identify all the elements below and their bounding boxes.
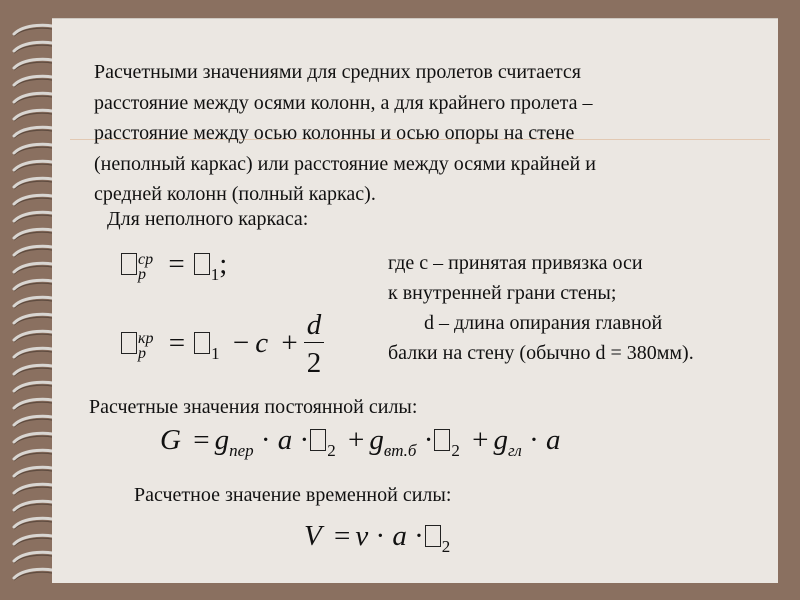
- paragraph-line: средней колонн (полный каркас).: [94, 183, 376, 206]
- dot-operator: ·: [529, 424, 539, 456]
- description-line: к внутренней грани стены;: [388, 282, 617, 304]
- variable-G: G: [160, 424, 181, 456]
- description-line: d – длина опирания главной: [424, 312, 663, 334]
- variable-c: c: [255, 327, 269, 360]
- formula-description: [388, 248, 694, 368]
- missing-glyph-box: [121, 332, 137, 354]
- variable-v: v: [355, 520, 369, 552]
- variable-g: g: [214, 424, 230, 456]
- intro-paragraph: [94, 57, 596, 210]
- incomplete-frame-heading: Для неполного каркаса:: [107, 208, 309, 230]
- temporary-force-heading: Расчетное значение временной силы:: [134, 484, 452, 506]
- subscript: 1: [210, 265, 220, 284]
- missing-glyph-box: [434, 429, 450, 451]
- subscript: 2: [441, 537, 451, 556]
- semicolon: ;: [219, 248, 228, 280]
- equals-sign: =: [168, 248, 185, 280]
- dot-operator: ·: [414, 520, 424, 552]
- description-line: где c – принятая привязка оси: [388, 252, 643, 274]
- paragraph-line: (неполный каркас) или расстояние между осями крайней и: [94, 152, 596, 175]
- subscript: 2: [451, 441, 460, 460]
- formula-temporary-force: [304, 520, 450, 557]
- subscript: вт.б: [383, 441, 417, 460]
- dot-operator: ·: [299, 424, 310, 456]
- variable-a: a: [546, 424, 561, 456]
- formula-span-edge: [120, 308, 324, 383]
- plus-sign: +: [472, 424, 489, 456]
- missing-glyph-box: [194, 332, 210, 354]
- denominator: 2: [306, 347, 322, 379]
- fraction: [304, 308, 325, 383]
- variable-V: V: [304, 520, 322, 552]
- formula-permanent-force: [160, 424, 561, 461]
- missing-glyph-box: [425, 525, 441, 547]
- dot-operator: ·: [260, 424, 271, 456]
- variable-g: g: [369, 424, 384, 456]
- missing-glyph-box: [194, 253, 210, 275]
- equals-sign: =: [193, 424, 210, 456]
- variable-a: a: [392, 520, 407, 552]
- missing-glyph-box: [121, 253, 137, 275]
- variable-a: a: [277, 424, 293, 456]
- dot-operator: ·: [423, 424, 434, 456]
- variable-g: g: [493, 424, 509, 456]
- numerator: d: [304, 308, 325, 343]
- paragraph-line: Расчетными значениями для средних пролетов считается: [94, 61, 581, 83]
- equals-sign: =: [168, 327, 186, 360]
- sup-sub: ср р: [138, 251, 154, 283]
- equals-sign: =: [333, 520, 351, 552]
- plus-sign: +: [281, 327, 298, 360]
- plus-sign: +: [347, 424, 365, 456]
- subscript: пер: [229, 441, 254, 460]
- permanent-force-heading: Расчетные значения постоянной силы:: [89, 396, 418, 418]
- sup-sub: кр р: [138, 330, 154, 363]
- description-line: балки на стену (обычно d = 380мм).: [388, 342, 694, 364]
- subscript: 1: [211, 344, 220, 364]
- paragraph-line: расстояние между осями колонн, а для крайнего пролета –: [94, 91, 593, 114]
- subscript: 2: [327, 441, 336, 460]
- minus-sign: −: [232, 327, 250, 360]
- formula-span-avg: [120, 248, 227, 285]
- subscript: гл: [508, 441, 522, 460]
- dot-operator: ·: [375, 520, 386, 552]
- missing-glyph-box: [310, 429, 326, 451]
- paragraph-line: расстояние между осью колонны и осью опоры на стене: [94, 122, 575, 145]
